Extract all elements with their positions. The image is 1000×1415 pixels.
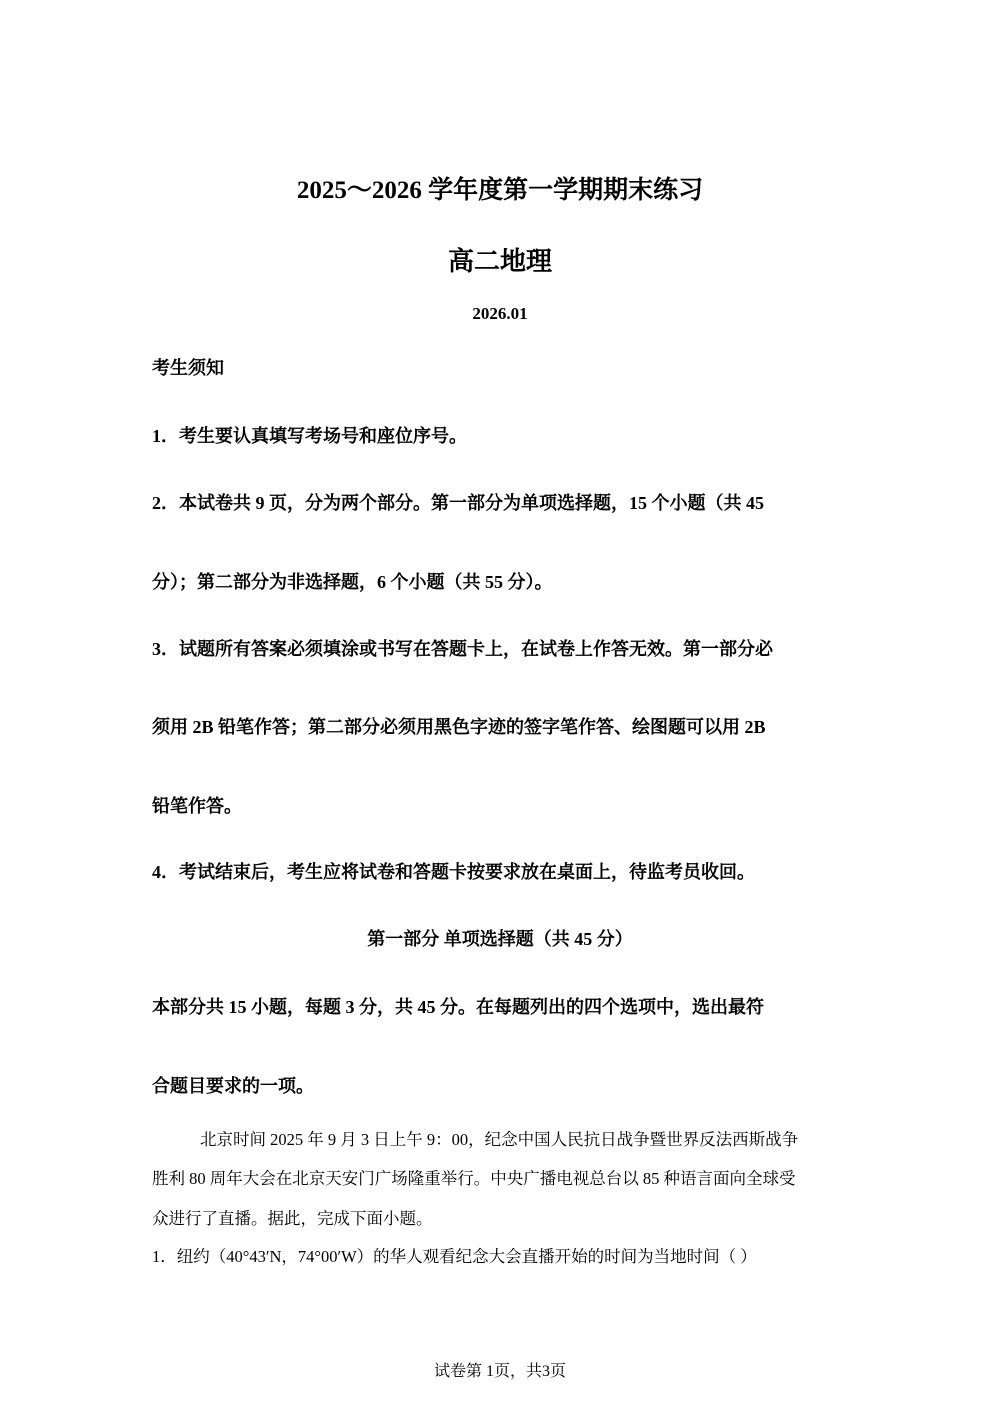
subject-title: 高二地理 (447, 247, 552, 276)
notice-heading: 考生须知 (152, 358, 224, 378)
page-footer: 试卷第 1页，共3页 (433, 1363, 566, 1380)
section-instructions: 合题目要求的一项。 (152, 1076, 314, 1096)
notice-line: 3．试题所有答案必须填涂或书写在答题卡上，在试卷上作答无效。第一部分必 (152, 639, 773, 659)
question-1: 1．纽约（40°43′N，74°00′W）的华人观看纪念大会直播开始的时间为当地时间（ ） (152, 1247, 757, 1266)
passage-line: 众进行了直播。据此，完成下面小题。 (152, 1209, 433, 1228)
notice-line: 分）；第二部分为非选择题，6 个小题（共 55 分）。 (152, 572, 553, 592)
section-heading: 第一部分 单项选择题（共 45 分） (367, 929, 633, 949)
passage-line: 胜利 80 周年大会在北京天安门广场隆重举行。中央广播电视总台以 85 种语言面向全球受 (152, 1169, 796, 1188)
notice-line: 2．本试卷共 9 页，分为两个部分。第一部分为单项选择题，15 个小题（共 45 (152, 493, 764, 513)
passage-line: 北京时间 2025 年 9 月 3 日上午 9：00，纪念中国人民抗日战争暨世界反法西斯战争 (200, 1130, 799, 1149)
notice-line: 1．考生要认真填写考场号和座位序号。 (152, 426, 467, 446)
exam-date: 2026.01 (472, 304, 528, 323)
exam-title: 2025～2026 学年度第一学期期末练习 (296, 177, 704, 204)
notice-line: 铅笔作答。 (152, 796, 242, 816)
notice-line: 须用 2B 铅笔作答；第二部分必须用黑色字迹的签字笔作答、绘图题可以用 2B (152, 717, 766, 737)
section-instructions: 本部分共 15 小题，每题 3 分，共 45 分。在每题列出的四个选项中，选出最符 (152, 997, 764, 1017)
notice-line: 4．考试结束后，考生应将试卷和答题卡按要求放在桌面上，待监考员收回。 (152, 862, 755, 882)
